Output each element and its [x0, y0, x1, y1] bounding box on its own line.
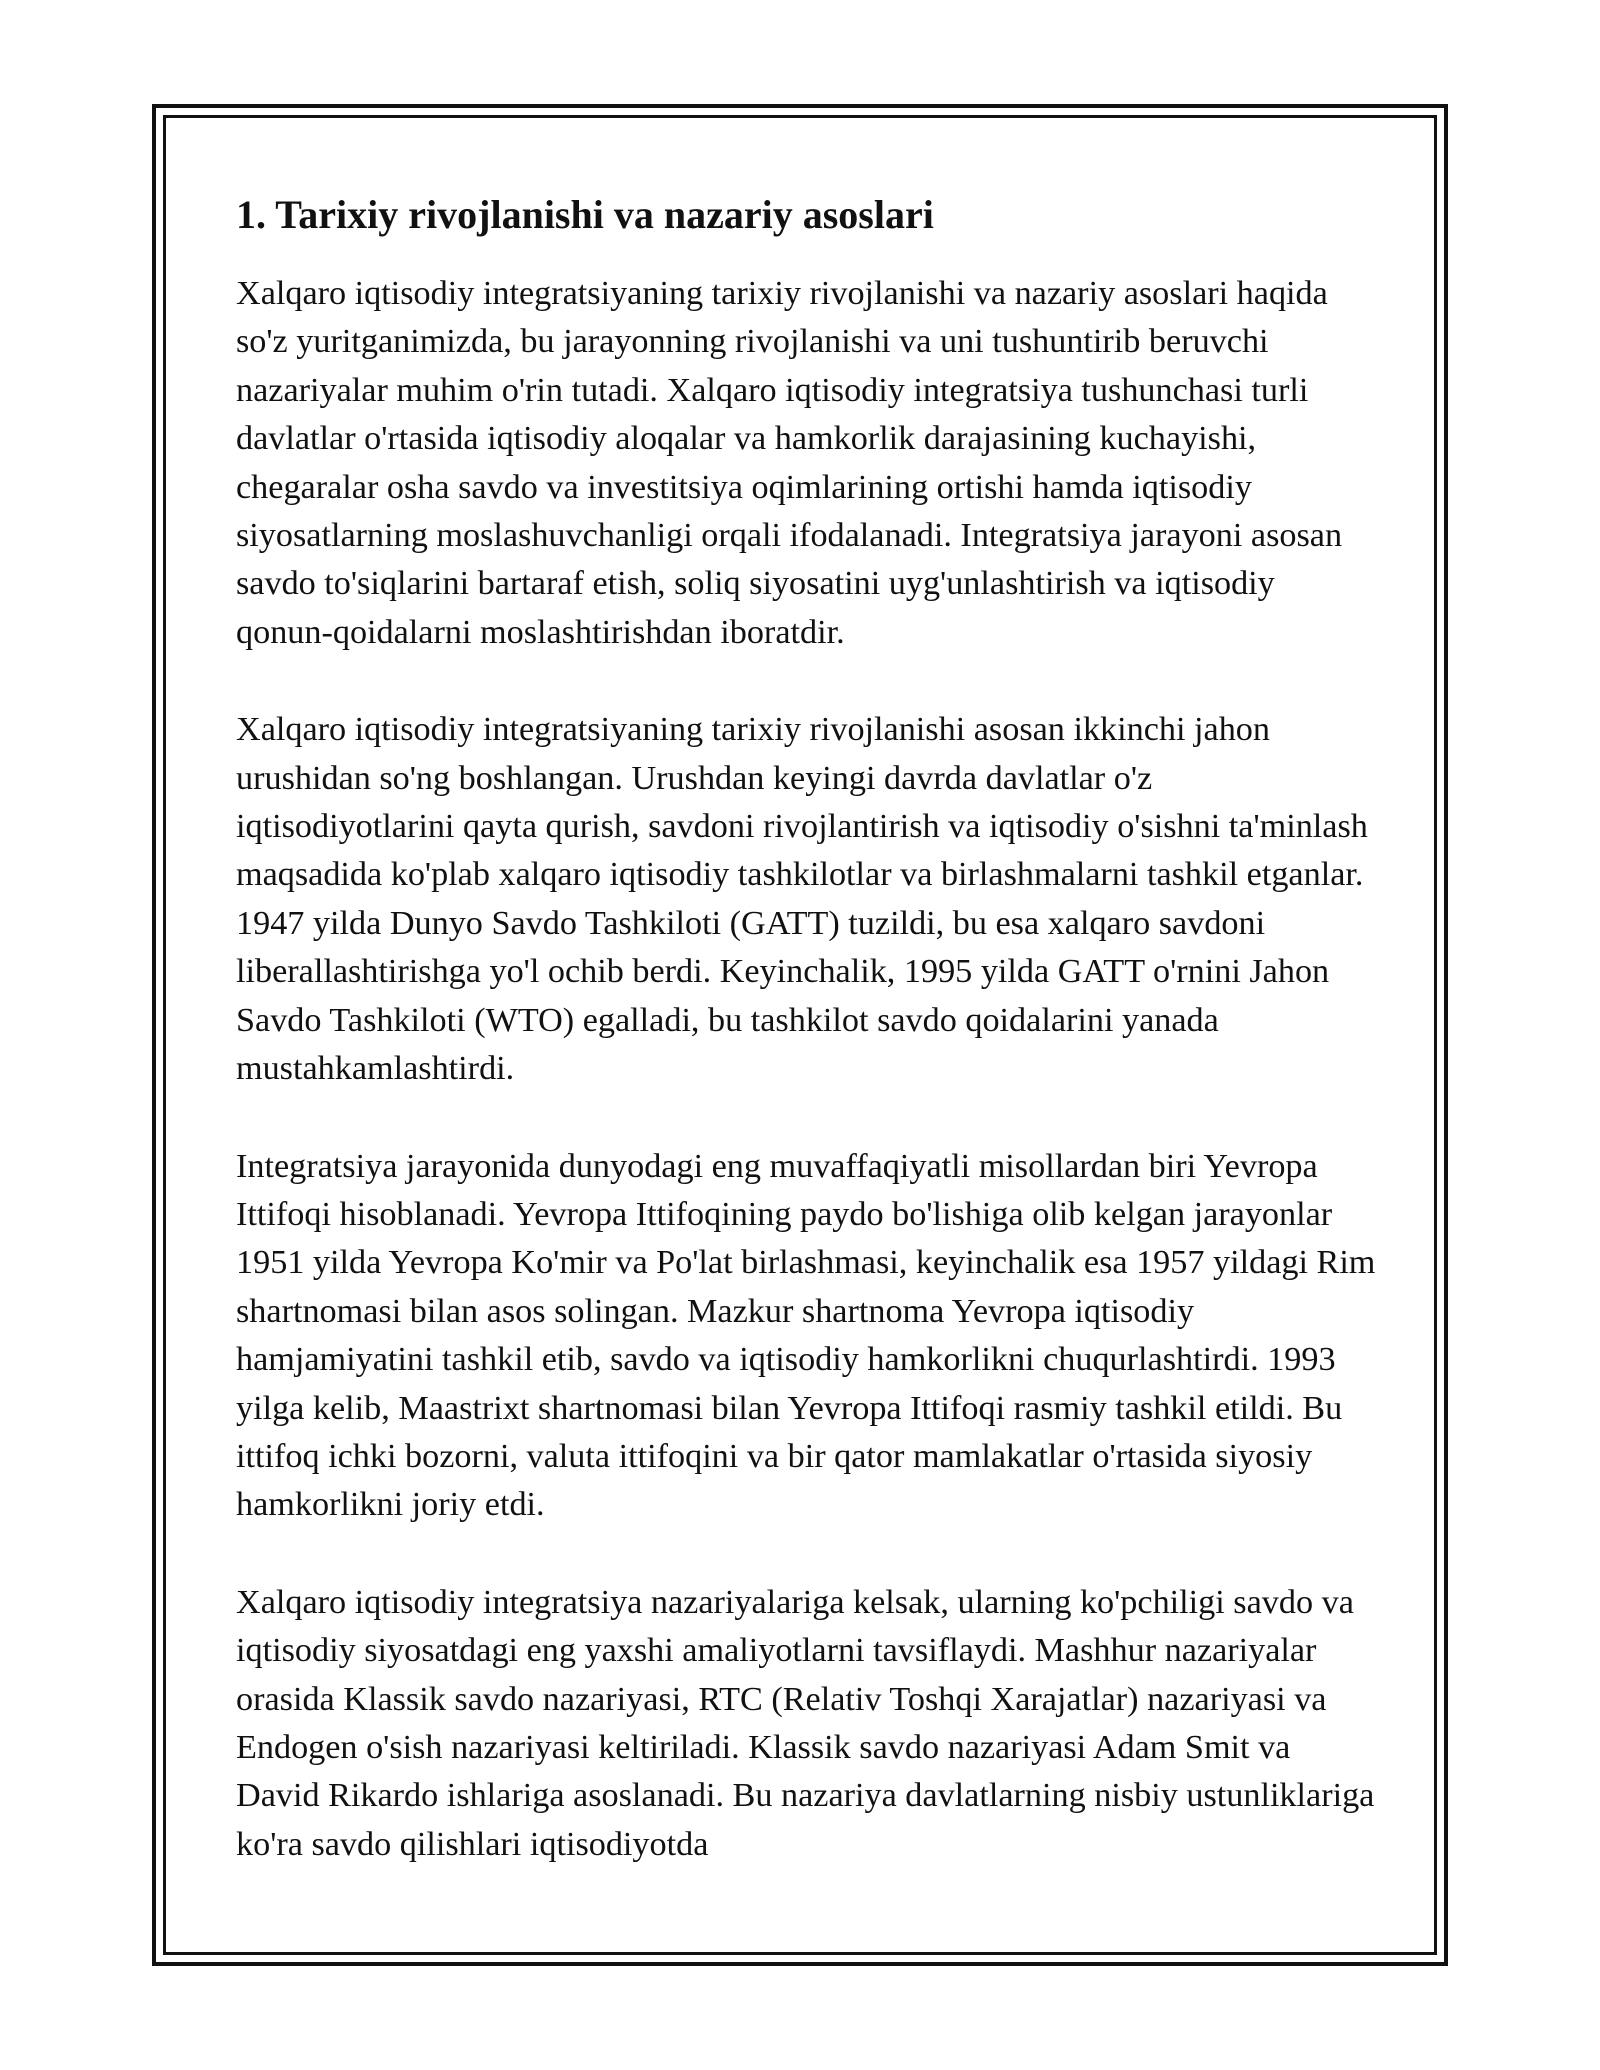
- paragraph-3: Integratsiya jarayonida dunyodagi eng muvaffaqiyatli misollardan biri Yevropa Ittifoqi hisoblanadi. Yevropa Ittifoqining paydo bo'lishiga olib kelgan jarayonlar 1951 yilda Yevropa Ko'mir va Po'lat birlashmasi, keyinchalik esa 1957 yildagi Rim shartnomasi bilan asos solingan. Mazkur shartnoma Yevropa iqtisodiy hamjamiyatini tashkil etib, savdo va iqtisodiy hamkorlikni chuqurlashtirdi. 1993 yilga kelib, Maastrixt shartnomasi bilan Yevropa Ittifoqi rasmiy tashkil etildi. Bu ittifoq ichki bozorni, valuta ittifoqini va bir qator mamlakatlar o'rtasida siyosiy hamkorlikni joriy etdi.: [236, 1147, 1376, 1524]
- document-body: [236, 188, 1376, 1918]
- paragraph-1: Xalqaro iqtisodiy integratsiyaning tarixiy rivojlanishi va nazariy asoslari haqida so'z yuritganimizda, bu jarayonning rivojlanishi va uni tushuntirib beruvchi nazariyalar muhim o'rin tutadi. Xalqaro iqtisodiy integratsiya tushunchasi turli davlatlar o'rtasida iqtisodiy aloqalar va hamkorlik darajasining kuchayishi, chegaralar osha savdo va investitsiya oqimlarining ortishi hamda iqtisodiy siyosatlarning moslashuvchanligi orqali ifodalanadi. Integratsiya jarayoni asosan savdo to'siqlarini bartaraf etish, soliq siyosatini uyg'unlashtirish va iqtisodiy qonun-qoidalarni moslashtirishdan iboratdir.: [236, 275, 1343, 651]
- section-heading: 1. Tarixiy rivojlanishi va nazariy asoslari: [236, 192, 934, 237]
- paragraph-2: Xalqaro iqtisodiy integratsiyaning tarixiy rivojlanishi asosan ikkinchi jahon urushidan so'ng boshlangan. Urushdan keyingi davrda davlatlar o'z iqtisodiyotlarini qayta qurish, savdoni rivojlantirish va iqtisodiy o'sishni ta'minlash maqsadida ko'plab xalqaro iqtisodiy tashkilotlar va birlashmalarni tashkil etganlar. 1947 yilda Dunyo Savdo Tashkiloti (GATT) tuzildi, bu esa xalqaro savdoni liberallashtirishga yo'l ochib berdi. Keyinchalik, 1995 yilda GATT o'rnini Jahon Savdo Tashkiloti (WTO) egalladi, bu tashkilot savdo qoidalarini yanada mustahkamlashtirdi.: [236, 711, 1368, 1088]
- paragraph-4: Xalqaro iqtisodiy integratsiya nazariyalariga kelsak, ularning ko'pchiligi savdo va iqtisodiy siyosatdagi eng yaxshi amaliyotlarni tavsiflaydi. Mashhur nazariyalar orasida Klassik savdo nazariyasi, RTC (Relativ Toshqi Xarajatlar) nazariyasi va Endogen o'sish nazariyasi keltiriladi. Klassik savdo nazariyasi Adam Smit va David Rikardo ishlariga asoslanadi. Bu nazariya davlatlarning nisbiy ustunliklariga ko'ra savdo qilishlari iqtisodiyotda: [236, 1583, 1375, 1863]
